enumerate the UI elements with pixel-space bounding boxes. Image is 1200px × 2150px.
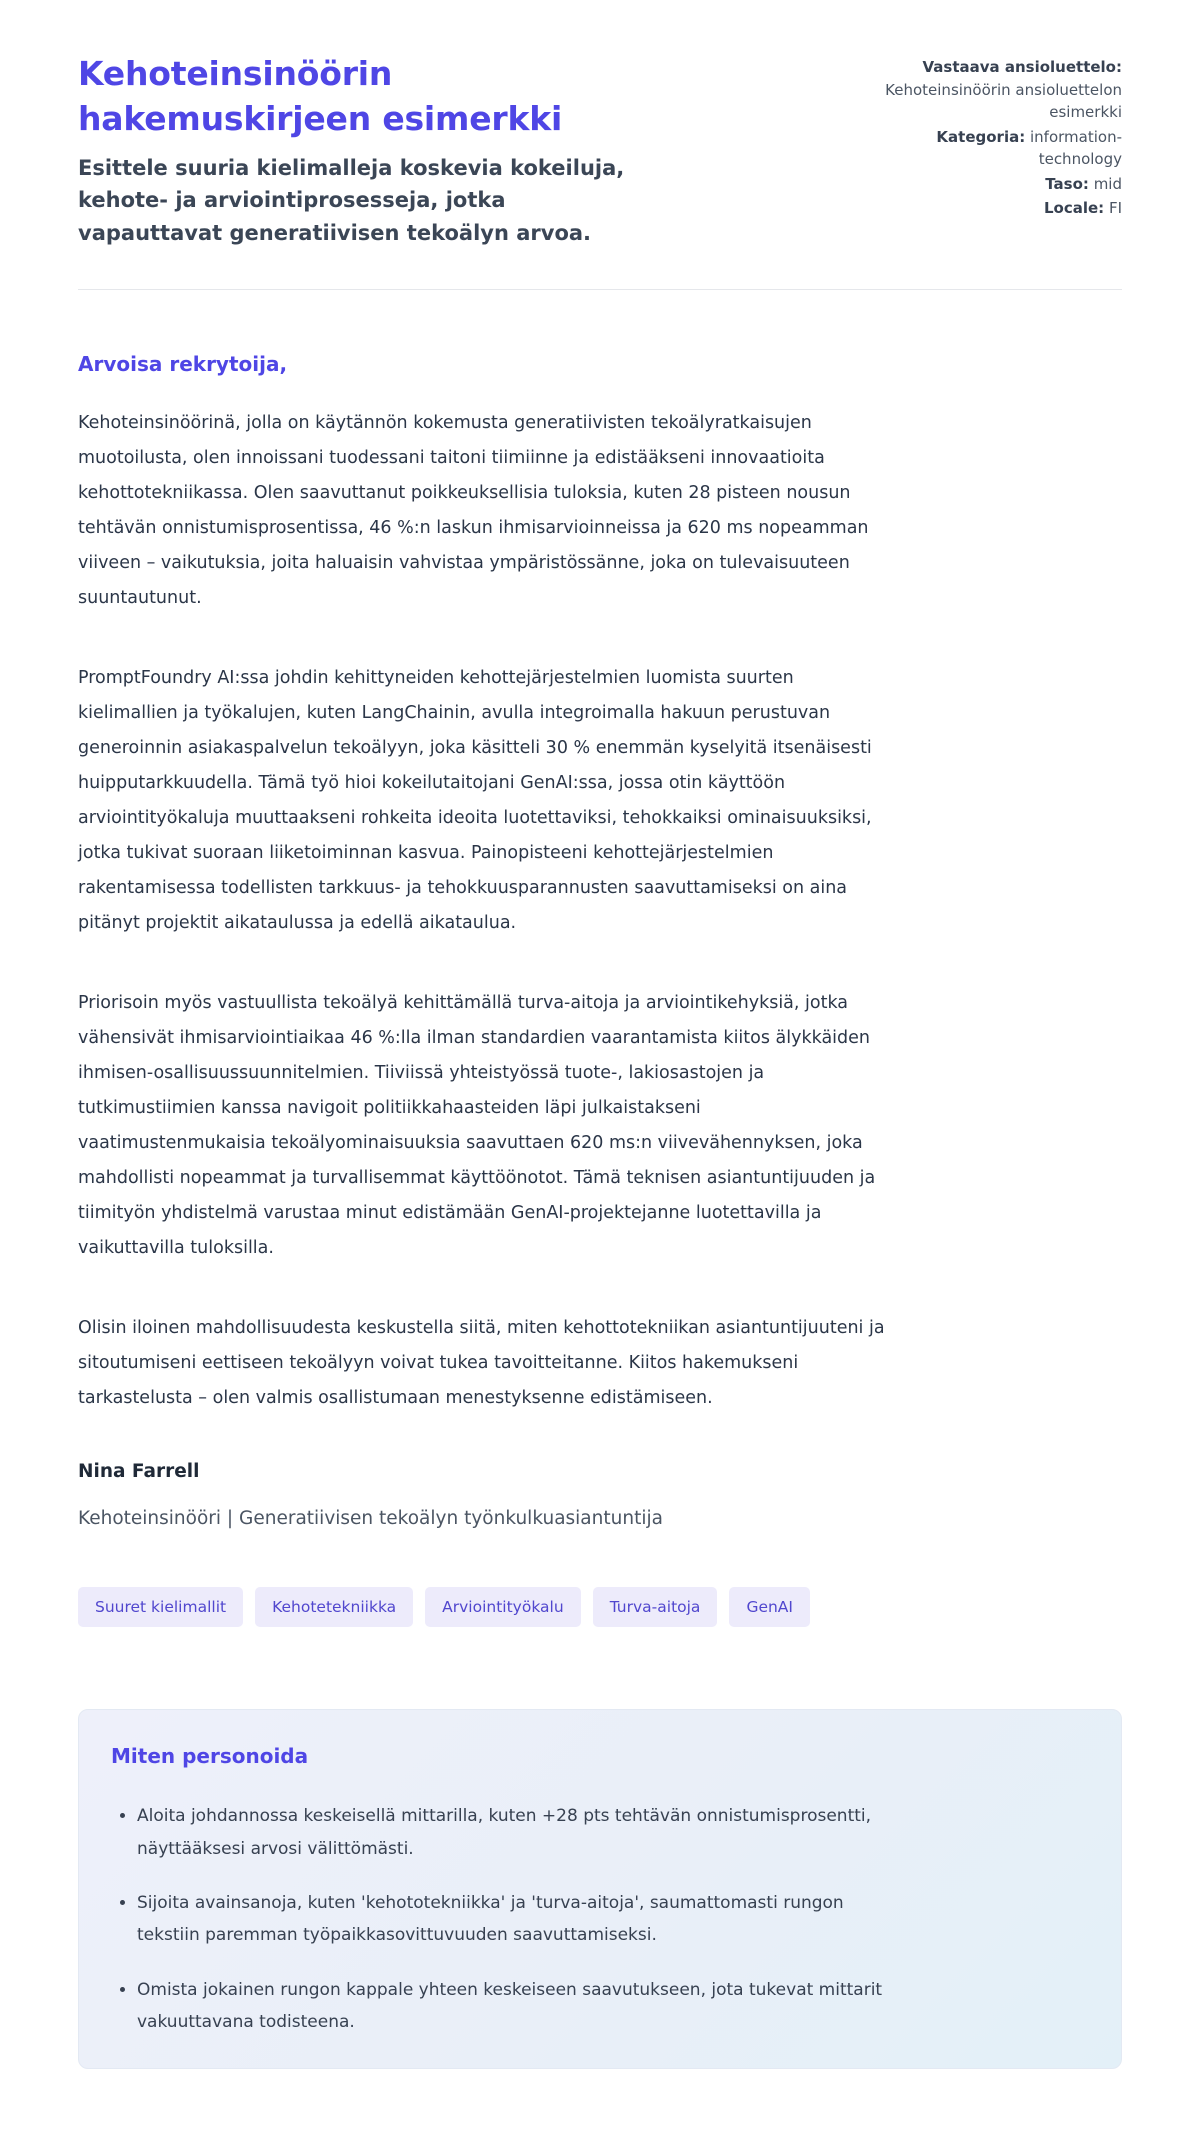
- meta-category: [872, 126, 1122, 171]
- letter-body: [78, 406, 893, 1416]
- meta-value: information-technology: [1030, 127, 1122, 168]
- meta-label: Vastaava ansioluettelo:: [922, 58, 1122, 76]
- letter-greeting: Arvoisa rekrytoija,: [78, 352, 288, 377]
- letter-paragraph: Priorisoin myös vastuullista tekoälyä kehittämällä turva-aitoja ja arviointikehyksiä, jotka vähensivät ihmisarviointiaikaa 46 %:lla ilman standardien vaarantamista kiitos älykkäiden ihmisen-osallisuussuunnitelmien. Tiiviissä yhteistyössä tuote-, lakiosastojen ja tutkimustiimien kanssa navigoit politiikkahaasteiden läpi julkaistakseni vaatimustenmukaisia tekoälyominaisuuksia saavuttaen 620 ms:n viivevähennyksen, joka mahdollisti nopeammat ja turvallisemmat käyttöönotot. Tämä teknisen asiantuntijuuden ja tiimityön yhdistelmä varustaa minut edistämään GenAI-projektejanne luotettavilla ja vaikuttavilla tuloksilla.: [78, 993, 876, 1259]
- meta-label: Locale:: [1043, 199, 1105, 217]
- tag-genai[interactable]: GenAI: [729, 1587, 810, 1627]
- signature-name: Nina Farrell: [78, 1461, 200, 1483]
- personalization-callout: [78, 1709, 1122, 2069]
- callout-title: Miten personoida: [111, 1744, 309, 1769]
- meta-label: Taso:: [1045, 174, 1089, 193]
- meta-level: [872, 173, 1122, 196]
- meta-label: Kategoria:: [936, 127, 1026, 146]
- tag-kehotetekniikka[interactable]: Kehotetekniikka: [255, 1587, 413, 1627]
- callout-bullet-list: [111, 1800, 1085, 2038]
- header-divider: [78, 289, 1122, 290]
- document-meta: [872, 52, 1122, 222]
- keyword-tags: [78, 1587, 1122, 1627]
- letter-paragraph: Olisin iloinen mahdollisuudesta keskustella siitä, miten kehottotekniikan asiantuntijuuteni ja sitoutumiseni eettiseen tekoälyyn voivat tukea tavoitteitanne. Kiitos hakemukseni tarkastelusta – olen valmis osallistumaan menestyksenne edistämiseen.: [78, 1318, 885, 1409]
- page-subtitle: Esittele suuria kielimalleja koskevia kokeiluja, kehote- ja arviointiprosesseja, jotka vapauttavat generatiivisen tekoälyn arvoa.: [78, 155, 625, 245]
- meta-value: mid: [1093, 174, 1122, 193]
- page-header: [78, 52, 1122, 249]
- meta-matching-resume: [872, 56, 1122, 124]
- header-title-block: [78, 52, 638, 249]
- meta-locale: [872, 197, 1122, 220]
- page-title: Kehoteinsinöörin hakemuskirjeen esimerkki: [78, 54, 563, 138]
- letter-paragraph: Kehoteinsinöörinä, jolla on käytännön kokemusta generatiivisten tekoälyratkaisujen muotoilusta, olen innoissani tuodessani taitoni tiimiinne ja edistääkseni innovaatioita kehottotekniikassa. Olen saavuttanut poikkeuksellisia tuloksia, kuten 28 pisteen nousun tehtävän onnistumisprosentissa, 46 %:n laskun ihmisarvioinneissa ja 620 ms nopeamman viiveen – vaikutuksia, joita haluaisin vahvistaa ympäristössänne, joka on tulevaisuuteen suuntautunut.: [78, 413, 869, 609]
- callout-bullet: • Omista jokainen rungon kappale yhteen keskeiseen saavutukseen, jota tukevat mittarit vakuuttavana todisteena.: [137, 1974, 897, 2039]
- meta-value: Kehoteinsinöörin ansioluettelon esimerkki: [885, 80, 1122, 121]
- letter-paragraph: PromptFoundry AI:ssa johdin kehittyneiden kehottejärjestelmien luomista suurten kielimallien ja työkalujen, kuten LangChainin, avulla integroimalla hakuun perustuvan generoinnin asiakaspalvelun tekoälyyn, joka käsitteli 30 % enemmän kyselyitä itsenäisesti huipputarkkuudella. Tämä työ hioi kokeilutaitojani GenAI:ssa, jossa otin käyttöön arviointityökaluja muuttaakseni rohkeita ideoita luotettaviksi, tehokkaiksi ominaisuuksiksi, jotka tukivat suoraan liiketoiminnan kasvua. Painopisteeni kehottejärjestelmien rakentamisessa todellisten tarkkuus- ja tehokkuusparannusten saavuttamiseksi on aina pitänyt projektit aikataulussa ja edellä aikataulua.: [78, 668, 872, 934]
- tag-arviointityokalu[interactable]: Arviointityökalu: [425, 1587, 581, 1627]
- meta-value: FI: [1108, 199, 1122, 217]
- tag-turva-aitoja[interactable]: Turva-aitoja: [593, 1587, 718, 1627]
- tag-suuret-kielimallit[interactable]: Suuret kielimallit: [78, 1587, 243, 1627]
- callout-bullet: • Sijoita avainsanoja, kuten 'kehototekniikka' ja 'turva-aitoja', saumattomasti rungon tekstiin paremman työpaikkasovittuvuuden saavuttamiseksi.: [137, 1887, 897, 1952]
- callout-bullet: • Aloita johdannossa keskeisellä mittarilla, kuten +28 pts tehtävän onnistumisprosentti, näyttääksesi arvosi välittömästi.: [137, 1800, 897, 1865]
- signature-role: Kehoteinsinööri | Generatiivisen tekoälyn työnkulkuasiantuntija: [78, 1508, 663, 1530]
